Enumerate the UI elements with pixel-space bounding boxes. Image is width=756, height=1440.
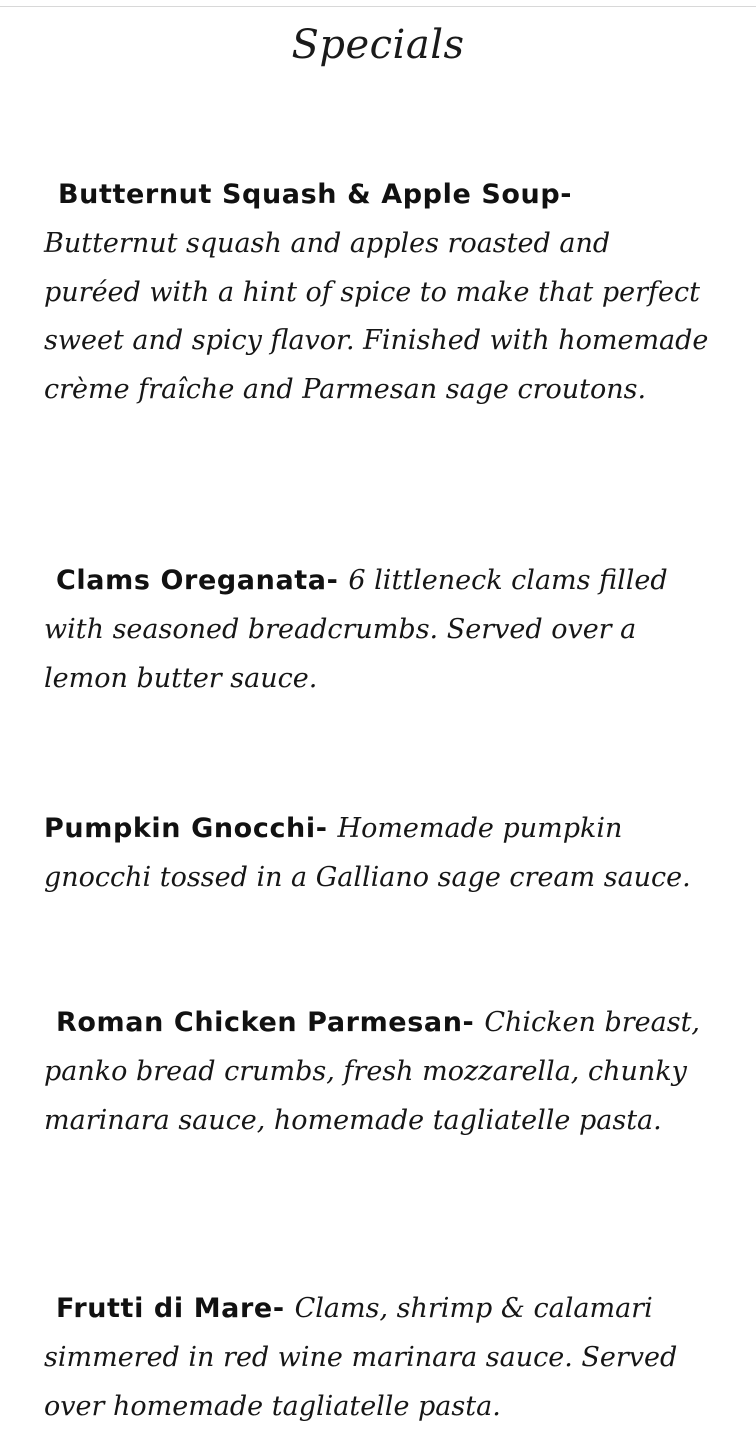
menu-item-clams-oreganata (44, 556, 714, 703)
menu-item-description: 6 littleneck clams filled with seasoned breadcrumbs. Served over a lemon butter sauce. (44, 565, 668, 694)
menu-item-roman-chicken-parmesan (44, 998, 714, 1145)
menu-item-frutti-di-mare (44, 1284, 714, 1431)
menu-item-description: Clams, shrimp & calamari simmered in red wine marinara sauce. Served over homemade tagliatelle pasta. (44, 1293, 678, 1422)
menu-item-butternut-soup (44, 170, 714, 414)
top-divider (0, 6, 756, 7)
menu-item-name: Roman Chicken Parmesan- (56, 1007, 485, 1038)
menu-item-description: Homemade pumpkin gnocchi tossed in a Galliano sage cream sauce. (44, 813, 691, 893)
page-title: Specials (291, 22, 465, 68)
menu-item-name: Frutti di Mare- (56, 1293, 295, 1324)
menu-item-name: Pumpkin Gnocchi- (44, 813, 338, 844)
menu-item-pumpkin-gnocchi (44, 804, 714, 902)
menu-item-description: Chicken breast, panko bread crumbs, fresh mozzarella, chunky marinara sauce, homemade tagliatelle pasta. (44, 1007, 701, 1136)
menu-item-name: Clams Oreganata- (56, 565, 349, 596)
menu-item-name: Butternut Squash & Apple Soup- (58, 179, 573, 210)
menu-item-description: Butternut squash and apples roasted and puréed with a hint of spice to make that perfect sweet and spicy flavor. Finished with homemade crème fraîche and Parmesan sage croutons. (44, 228, 709, 405)
